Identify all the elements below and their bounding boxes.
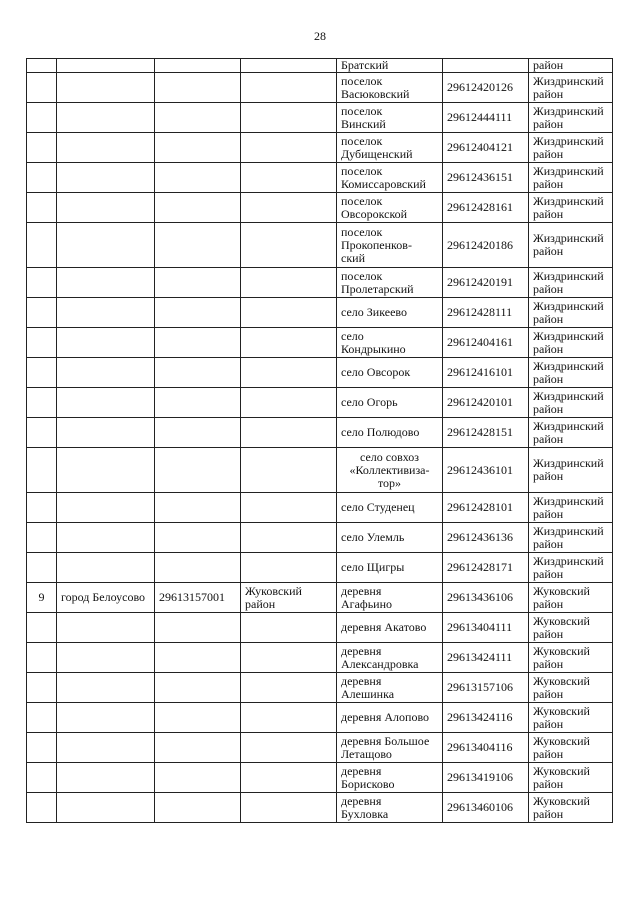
table-row <box>27 448 613 493</box>
municipality-code-cell <box>155 388 241 418</box>
settlement-code-cell: 29612436151 <box>443 163 529 193</box>
settlement-district-cell: Жуковский район <box>529 793 613 823</box>
settlement-district-cell: Жиздринский район <box>529 103 613 133</box>
settlement-district-cell: Жуковский район <box>529 643 613 673</box>
municipality-district-cell <box>241 358 337 388</box>
municipality-code-cell <box>155 763 241 793</box>
settlement-name-cell: село Зикеево <box>337 298 443 328</box>
settlement-name-cell: село Щигры <box>337 553 443 583</box>
municipality-district-cell <box>241 493 337 523</box>
settlement-code-cell: 29612428171 <box>443 553 529 583</box>
table-row <box>27 388 613 418</box>
settlements-table <box>26 58 613 823</box>
row-number-cell <box>27 73 57 103</box>
municipality-code-cell <box>155 418 241 448</box>
municipality-code-cell <box>155 103 241 133</box>
settlement-district-cell: Жиздринский район <box>529 223 613 268</box>
municipality-district-cell <box>241 59 337 73</box>
municipality-name-cell <box>57 733 155 763</box>
row-number-cell <box>27 793 57 823</box>
municipality-name-cell <box>57 793 155 823</box>
municipality-name-cell <box>57 643 155 673</box>
table-row <box>27 223 613 268</box>
municipality-code-cell <box>155 358 241 388</box>
settlement-district-cell: Жиздринский район <box>529 193 613 223</box>
settlement-district-cell: Жиздринский район <box>529 163 613 193</box>
settlement-district-cell: Жиздринский район <box>529 448 613 493</box>
table-row <box>27 703 613 733</box>
row-number-cell <box>27 418 57 448</box>
settlement-district-cell: Жуковский район <box>529 733 613 763</box>
municipality-code-cell <box>155 703 241 733</box>
settlement-name-cell: село Кондрыкино <box>337 328 443 358</box>
settlement-name-cell: поселок Васюковский <box>337 73 443 103</box>
table-row <box>27 418 613 448</box>
settlement-name-cell: деревня Бухловка <box>337 793 443 823</box>
row-number-cell <box>27 223 57 268</box>
municipality-district-cell <box>241 643 337 673</box>
settlement-district-cell: Жиздринский район <box>529 553 613 583</box>
municipality-name-cell <box>57 133 155 163</box>
table-row <box>27 59 613 73</box>
municipality-name-cell <box>57 763 155 793</box>
settlement-code-cell: 29613424111 <box>443 643 529 673</box>
municipality-name-cell <box>57 493 155 523</box>
table-row <box>27 643 613 673</box>
row-number-cell <box>27 193 57 223</box>
row-number-cell <box>27 763 57 793</box>
settlement-name-cell: село Овсорок <box>337 358 443 388</box>
settlement-code-cell: 29612428151 <box>443 418 529 448</box>
settlement-code-cell: 29612444111 <box>443 103 529 133</box>
table-row <box>27 493 613 523</box>
row-number-cell <box>27 613 57 643</box>
settlement-code-cell: 29612428101 <box>443 493 529 523</box>
settlement-code-cell: 29612404161 <box>443 328 529 358</box>
settlement-code-cell: 29613419106 <box>443 763 529 793</box>
settlement-district-cell: Жиздринский район <box>529 418 613 448</box>
municipality-code-cell <box>155 553 241 583</box>
municipality-code-cell <box>155 223 241 268</box>
municipality-district-cell <box>241 103 337 133</box>
row-number-cell <box>27 103 57 133</box>
settlement-code-cell: 29613404116 <box>443 733 529 763</box>
municipality-code-cell <box>155 793 241 823</box>
municipality-code-cell <box>155 133 241 163</box>
settlement-name-cell: село совхоз «Коллективиза- тор» <box>337 448 443 493</box>
settlement-code-cell: 29612420126 <box>443 73 529 103</box>
row-number-cell <box>27 703 57 733</box>
settlement-district-cell: Жиздринский район <box>529 328 613 358</box>
row-number-cell <box>27 493 57 523</box>
table-row <box>27 268 613 298</box>
table-row <box>27 103 613 133</box>
settlement-code-cell: 29613424116 <box>443 703 529 733</box>
municipality-code-cell <box>155 523 241 553</box>
settlement-district-cell: Жиздринский район <box>529 73 613 103</box>
municipality-district-cell <box>241 223 337 268</box>
table-row <box>27 328 613 358</box>
settlement-district-cell: Жиздринский район <box>529 358 613 388</box>
row-number-cell <box>27 298 57 328</box>
settlement-name-cell: деревня Алешинка <box>337 673 443 703</box>
settlement-code-cell: 29612420191 <box>443 268 529 298</box>
settlement-name-cell: поселок Овсорокской <box>337 193 443 223</box>
row-number-cell <box>27 163 57 193</box>
municipality-name-cell <box>57 163 155 193</box>
municipality-district-cell <box>241 268 337 298</box>
settlement-name-cell: деревня Акатово <box>337 613 443 643</box>
settlement-district-cell: Жуковский район <box>529 613 613 643</box>
row-number-cell <box>27 59 57 73</box>
municipality-code-cell <box>155 493 241 523</box>
settlement-name-cell: село Огорь <box>337 388 443 418</box>
municipality-code-cell: 29613157001 <box>155 583 241 613</box>
municipality-district-cell <box>241 703 337 733</box>
municipality-code-cell <box>155 643 241 673</box>
municipality-district-cell <box>241 193 337 223</box>
settlement-code-cell: 29613460106 <box>443 793 529 823</box>
municipality-code-cell <box>155 268 241 298</box>
settlement-district-cell: Жиздринский район <box>529 523 613 553</box>
municipality-code-cell <box>155 448 241 493</box>
municipality-name-cell <box>57 613 155 643</box>
settlement-district-cell: Жиздринский район <box>529 133 613 163</box>
municipality-name-cell <box>57 703 155 733</box>
municipality-district-cell <box>241 448 337 493</box>
settlement-district-cell: Жуковский район <box>529 673 613 703</box>
municipality-name-cell <box>57 328 155 358</box>
table-row <box>27 673 613 703</box>
municipality-name-cell <box>57 358 155 388</box>
municipality-name-cell <box>57 73 155 103</box>
municipality-district-cell <box>241 418 337 448</box>
row-number-cell <box>27 268 57 298</box>
settlement-name-cell: поселок Комиссаровский <box>337 163 443 193</box>
row-number-cell <box>27 358 57 388</box>
settlement-code-cell: 29612436101 <box>443 448 529 493</box>
municipality-code-cell <box>155 59 241 73</box>
municipality-code-cell <box>155 733 241 763</box>
page-number: 28 <box>314 29 326 43</box>
settlement-name-cell: поселок Прокопенков- ский <box>337 223 443 268</box>
table-row <box>27 163 613 193</box>
table-row <box>27 358 613 388</box>
settlement-name-cell: село Полюдово <box>337 418 443 448</box>
municipality-name-cell <box>57 268 155 298</box>
settlement-name-cell: Братский <box>337 59 443 73</box>
settlement-code-cell: 29612420101 <box>443 388 529 418</box>
settlement-code-cell: 29612428161 <box>443 193 529 223</box>
municipality-district-cell <box>241 73 337 103</box>
row-number-cell <box>27 133 57 163</box>
municipality-name-cell <box>57 523 155 553</box>
municipality-name-cell <box>57 448 155 493</box>
settlement-name-cell: деревня Большое Летащово <box>337 733 443 763</box>
settlement-name-cell: село Студенец <box>337 493 443 523</box>
settlement-code-cell: 29612404121 <box>443 133 529 163</box>
settlement-code-cell <box>443 59 529 73</box>
table-row <box>27 133 613 163</box>
settlement-name-cell: поселок Дубищенский <box>337 133 443 163</box>
settlement-name-cell: поселок Винский <box>337 103 443 133</box>
settlement-code-cell: 29613404111 <box>443 613 529 643</box>
table-row <box>27 523 613 553</box>
municipality-name-cell <box>57 193 155 223</box>
municipality-code-cell <box>155 298 241 328</box>
table-row <box>27 793 613 823</box>
row-number-cell <box>27 733 57 763</box>
table-row <box>27 73 613 103</box>
settlement-district-cell: Жуковский район <box>529 763 613 793</box>
settlement-name-cell: деревня Борисково <box>337 763 443 793</box>
municipality-name-cell <box>57 59 155 73</box>
settlement-code-cell: 29612428111 <box>443 298 529 328</box>
settlement-district-cell: Жиздринский район <box>529 268 613 298</box>
municipality-name-cell <box>57 553 155 583</box>
row-number-cell <box>27 388 57 418</box>
municipality-district-cell: Жуковский район <box>241 583 337 613</box>
municipality-name-cell <box>57 223 155 268</box>
settlement-code-cell: 29612436136 <box>443 523 529 553</box>
settlement-district-cell: Жиздринский район <box>529 388 613 418</box>
table-row <box>27 613 613 643</box>
table-row <box>27 193 613 223</box>
settlement-district-cell: район <box>529 59 613 73</box>
municipality-district-cell <box>241 733 337 763</box>
table-row <box>27 583 613 613</box>
municipality-code-cell <box>155 73 241 103</box>
row-number-cell: 9 <box>27 583 57 613</box>
settlement-code-cell: 29613436106 <box>443 583 529 613</box>
row-number-cell <box>27 643 57 673</box>
row-number-cell <box>27 523 57 553</box>
municipality-district-cell <box>241 673 337 703</box>
municipality-district-cell <box>241 523 337 553</box>
settlement-district-cell: Жиздринский район <box>529 298 613 328</box>
municipality-district-cell <box>241 298 337 328</box>
settlement-code-cell: 29612416101 <box>443 358 529 388</box>
settlement-district-cell: Жиздринский район <box>529 493 613 523</box>
municipality-name-cell <box>57 103 155 133</box>
municipality-district-cell <box>241 328 337 358</box>
municipality-code-cell <box>155 193 241 223</box>
municipality-code-cell <box>155 673 241 703</box>
settlement-name-cell: село Улемль <box>337 523 443 553</box>
table-row <box>27 298 613 328</box>
municipality-name-cell <box>57 673 155 703</box>
row-number-cell <box>27 448 57 493</box>
municipality-code-cell <box>155 613 241 643</box>
municipality-district-cell <box>241 163 337 193</box>
municipality-name-cell <box>57 298 155 328</box>
row-number-cell <box>27 673 57 703</box>
municipality-code-cell <box>155 328 241 358</box>
settlement-name-cell: деревня Алопово <box>337 703 443 733</box>
settlement-code-cell: 29613157106 <box>443 673 529 703</box>
table-row <box>27 553 613 583</box>
municipality-district-cell <box>241 553 337 583</box>
municipality-name-cell <box>57 388 155 418</box>
settlement-code-cell: 29612420186 <box>443 223 529 268</box>
municipality-district-cell <box>241 793 337 823</box>
table-row <box>27 733 613 763</box>
municipality-code-cell <box>155 163 241 193</box>
table-row <box>27 763 613 793</box>
municipality-district-cell <box>241 763 337 793</box>
municipality-district-cell <box>241 133 337 163</box>
row-number-cell <box>27 553 57 583</box>
settlement-name-cell: поселок Пролетарский <box>337 268 443 298</box>
settlement-name-cell: деревня Агафьино <box>337 583 443 613</box>
municipality-district-cell <box>241 613 337 643</box>
settlement-name-cell: деревня Александровка <box>337 643 443 673</box>
municipality-district-cell <box>241 388 337 418</box>
row-number-cell <box>27 328 57 358</box>
municipality-name-cell: город Белоусово <box>57 583 155 613</box>
settlement-district-cell: Жуковский район <box>529 703 613 733</box>
municipality-name-cell <box>57 418 155 448</box>
settlement-district-cell: Жуковский район <box>529 583 613 613</box>
